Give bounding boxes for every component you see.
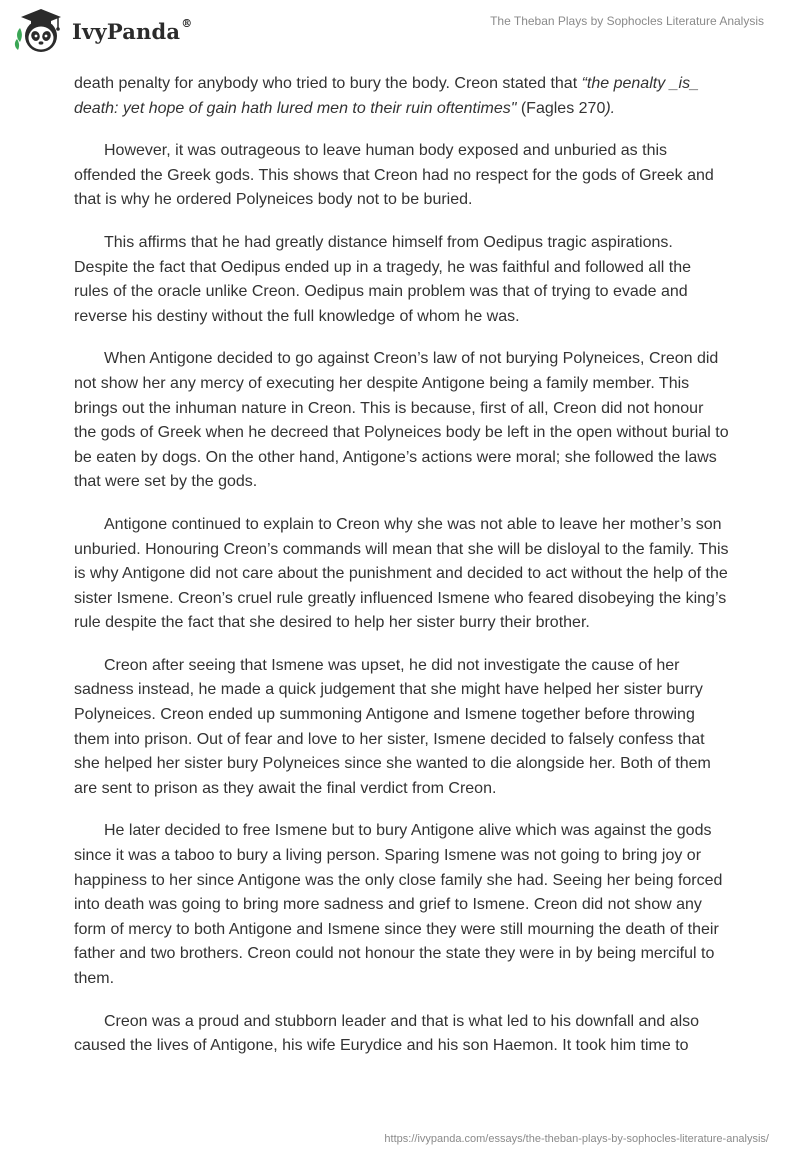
paragraph: He later decided to free Ismene but to bury Antigone alive which was against the gods since it was a taboo to bury a living person. Sparing Ismene was not going to bring joy or happiness to her since Antigone was the only close family she had. Seeing her being forced into death was going to bring more sadness and grief to Ismene. Creon did not show any form of mercy to both Antigone and Ismene since they were still mourning the death of their father and two brothers. Creon could not honour the state they were in by being merciful to them. (74, 822, 723, 987)
page-header (0, 0, 800, 64)
paragraph: Creon after seeing that Ismene was upset, he did not investigate the cause of her sadness instead, he made a quick judgement that she might have helped her sister burry Polyneices. Creon ended up summoning Antigone and Ismene together before throwing them into prison. Out of fear and love to her sister, Ismene decided to falsely confess that she helped her sister bury Polyneices since she wanted to die alongside her. Both of them are sent to prison as they await the final verdict from Creon. (74, 656, 711, 797)
paragraph (74, 72, 730, 121)
paragraph: This affirms that he had greatly distance himself from Oedipus tragic aspirations. Despite the fact that Oedipus ended up in a tragedy, he was faithful and followed all the rules of the oracle unlike Creon. Oedipus main problem was that of trying to evade and reverse his destiny without the full knowledge of whom he was. (74, 233, 691, 325)
ivypanda-logo[interactable] (14, 6, 192, 56)
document-title: The Theban Plays by Sophocles Literature Analysis (490, 14, 764, 28)
paragraph: However, it was outrageous to leave human body exposed and unburied as this offended the Greek gods. This shows that Creon had no respect for the gods of Greek and that is why he ordered Polyneices body not to be buried. (74, 142, 714, 209)
citation: (Fagles 270 (516, 99, 606, 117)
paragraph: Creon was a proud and stubborn leader and that is what led to his downfall and also caused the lives of Antigone, his wife Eurydice and his son Haemon. It took him time to (74, 1012, 700, 1055)
quotation: “the penalty _is_ death: yet hope of gain hath lured men to their ruin oftentimes" (74, 75, 699, 117)
registered-mark: ® (181, 16, 193, 30)
citation-close: ). (605, 99, 616, 117)
essay-body (74, 72, 730, 1077)
brand-name: IvyPanda® (72, 16, 193, 44)
panda-graduate-icon (14, 6, 66, 56)
paragraph: When Antigone decided to go against Creon’s law of not burying Polyneices, Creon did not show her any mercy of executing her despite Antigone being a family member. This brings out the inhuman nature in Creon. This is because, first of all, Creon did not honour the gods of Greek when he decreed that Polyneices body be left in the open without burial to be eaten by dogs. On the other hand, Antigone’s actions were moral; she followed the laws that were set by the gods. (74, 350, 729, 491)
paragraph-text: death penalty for anybody who tried to bury the body. Creon stated that (74, 75, 582, 92)
source-url[interactable]: https://ivypanda.com/essays/the-theban-plays-by-sophocles-literature-analysis/ (384, 1133, 769, 1145)
paragraph: Antigone continued to explain to Creon why she was not able to leave her mother’s son unburied. Honouring Creon’s commands will mean that she will be disloyal to the family. This is why Antigone did not care about the punishment and decided to act without the help of the sister Ismene. Creon’s cruel rule greatly influenced Ismene who feared disobeying the king’s rule despite the fact that she desired to help her sister burry their brother. (74, 515, 729, 632)
